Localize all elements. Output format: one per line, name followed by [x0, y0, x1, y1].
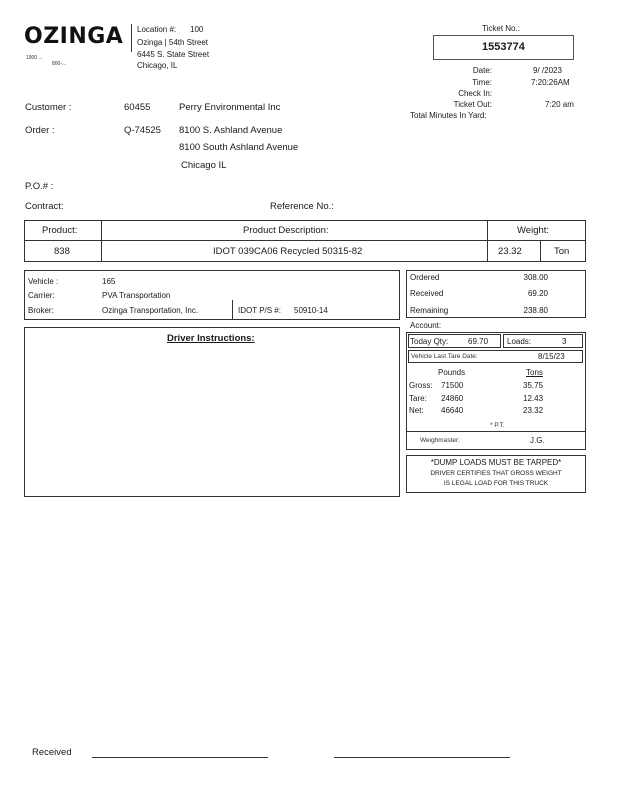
- description-header: Product Description:: [243, 225, 329, 236]
- loads-label: Loads:: [507, 337, 532, 346]
- broker-label: Broker:: [28, 306, 54, 315]
- gross-lbs: 71500: [441, 381, 464, 390]
- customer-code: 60455: [124, 102, 151, 113]
- warning-line-1: *DUMP LOADS MUST BE TARPED*: [430, 458, 562, 467]
- checkin-label: Check In:: [458, 89, 492, 98]
- product-header: Product:: [42, 225, 78, 236]
- net-label: Net:: [409, 406, 424, 415]
- net-tons: 23.32: [523, 406, 544, 415]
- time-label: Time:: [472, 78, 492, 87]
- remaining-value: 238.80: [523, 306, 548, 315]
- driver-instructions-box: [24, 327, 400, 497]
- carrier-label: Carrier:: [28, 291, 55, 300]
- minutes-label: Total Minutes In Yard:: [410, 111, 487, 120]
- tare-lbs: 24860: [441, 394, 464, 403]
- checkout-value: 7:20 am: [545, 100, 574, 109]
- company-address-2: Chicago, IL: [137, 61, 178, 70]
- weight-header: Weight:: [517, 225, 550, 236]
- product-weight: 23.32: [498, 246, 522, 257]
- vehicle-value: 165: [102, 277, 116, 286]
- location-value: 100: [190, 25, 204, 34]
- driver-instructions-label: Driver Instructions:: [167, 333, 255, 344]
- gross-label: Gross:: [409, 381, 433, 390]
- checkout-label: Ticket Out:: [453, 100, 492, 109]
- product-description: IDOT 039CA06 Recycled 50315-82: [213, 246, 363, 257]
- idot-label: IDOT P/S #:: [238, 306, 281, 315]
- ticket-label: Ticket No.:: [482, 24, 520, 33]
- weighmaster-label: Weighmaster:: [420, 437, 460, 444]
- signature-line-2: [334, 757, 510, 758]
- order-address-2: 8100 South Ashland Avenue: [179, 142, 299, 153]
- customer-name: Perry Environmental Inc: [179, 102, 281, 113]
- tare-date-label: Vehicle Last Tare Date:: [411, 353, 478, 360]
- account-label: Account:: [410, 321, 442, 330]
- product-code: 838: [54, 246, 70, 257]
- tare-tons: 12.43: [523, 394, 544, 403]
- company-phone: 800-...: [52, 61, 67, 67]
- gross-tons: 35.75: [523, 381, 544, 390]
- product-col-divider-1: [101, 220, 102, 262]
- tare-label: Tare:: [409, 394, 427, 403]
- remaining-label: Remaining: [410, 306, 449, 315]
- net-lbs: 46640: [441, 406, 464, 415]
- product-table-divider: [24, 240, 586, 241]
- company-address-1: 6445 S. State Street: [137, 50, 210, 59]
- vehicle-box: [24, 270, 400, 320]
- received-value: 69.20: [527, 289, 548, 298]
- order-label: Order :: [25, 125, 55, 136]
- today-qty-value: 69.70: [468, 337, 489, 346]
- order-city: Chicago IL: [181, 160, 227, 171]
- product-col-divider-2: [487, 220, 488, 262]
- pounds-header: Pounds: [438, 368, 466, 377]
- order-number: Q-74525: [124, 125, 161, 136]
- ordered-label: Ordered: [410, 273, 440, 282]
- tons-header: Tons: [526, 368, 543, 377]
- warning-line-2: DRIVER CERTIFIES THAT GROSS WEIGHT: [430, 470, 562, 477]
- company-tagline: 1900 ...: [26, 55, 43, 61]
- customer-label: Customer :: [25, 102, 72, 113]
- product-unit: Ton: [554, 246, 570, 257]
- ticket-number: 1553774: [482, 41, 525, 53]
- location-name: Ozinga | 54th Street: [137, 38, 209, 47]
- loads-value: 3: [562, 337, 567, 346]
- ordered-value: 308.00: [523, 273, 548, 282]
- po-label: P.O.# :: [25, 181, 54, 192]
- contract-label: Contract:: [25, 201, 64, 212]
- signature-line-1: [92, 757, 268, 758]
- date-value: 9/ /2023: [533, 66, 562, 75]
- weighmaster-divider: [406, 431, 586, 432]
- idot-value: 50910-14: [294, 306, 328, 315]
- order-address-1: 8100 S. Ashland Avenue: [179, 125, 283, 136]
- company-logo: OZINGA: [24, 24, 124, 49]
- carrier-value: PVA Transportation: [102, 291, 171, 300]
- time-value: 7:20:26AM: [531, 78, 570, 87]
- pt-label: * P.T.: [490, 422, 505, 429]
- date-label: Date:: [472, 66, 492, 75]
- location-label: Location #:: [137, 25, 177, 34]
- reference-label: Reference No.:: [270, 201, 334, 212]
- tare-date-value: 8/15/23: [538, 352, 565, 361]
- received-label: Received: [410, 289, 444, 298]
- warning-line-3: IS LEGAL LOAD FOR THIS TRUCK: [443, 480, 549, 487]
- received-signature-label: Received: [32, 747, 72, 758]
- logo-divider: [131, 24, 132, 52]
- vehicle-label: Vehicle :: [28, 277, 59, 286]
- weighmaster-value: J.G.: [530, 436, 545, 445]
- today-qty-label: Today Qty:: [410, 337, 449, 346]
- vehicle-divider: [232, 300, 233, 320]
- broker-value: Ozinga Transportation, Inc.: [102, 306, 199, 315]
- product-col-divider-3: [540, 240, 541, 262]
